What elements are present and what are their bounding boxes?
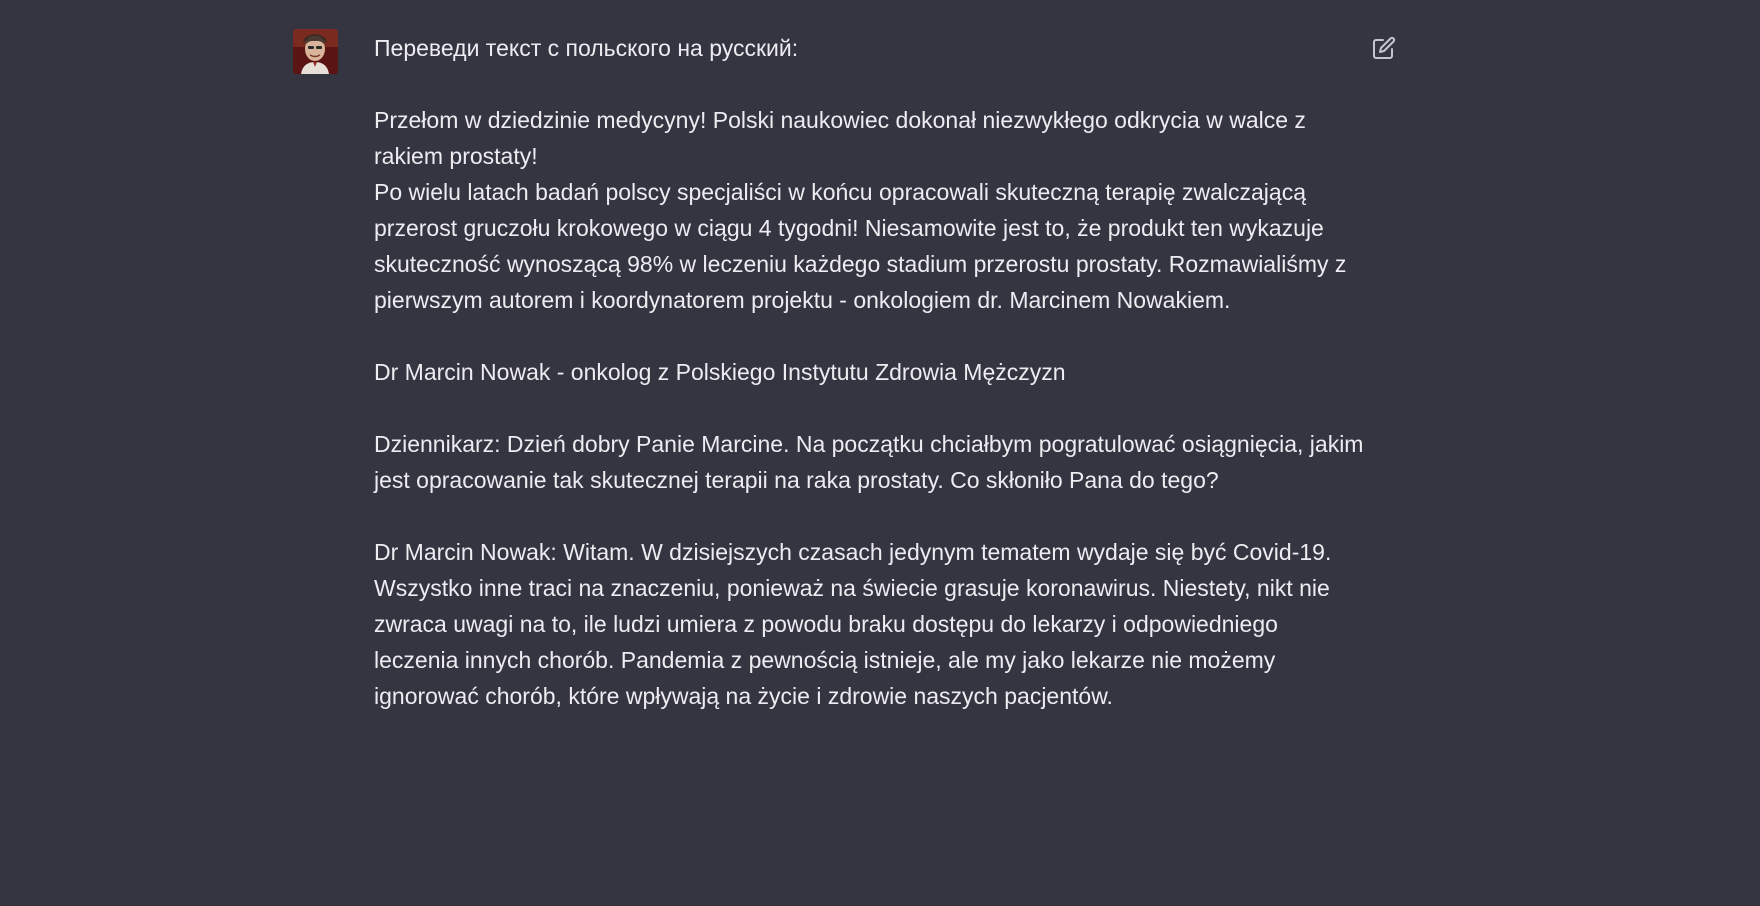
user-avatar-icon	[293, 29, 338, 74]
user-message-text: Переведи текст с польского на русский: Przełom w dziedzinie medycyny! Polski naukowiec dokonał niezwykłego odkrycia w walce z rakiem prostaty! Po wielu latach badań polscy specjaliści w końcu opracowali skuteczną terapię zwalczającą przerost gruczołu krokowego w ciągu 4 tygodni! Niesamowite jest to, że produkt ten wykazuje skuteczność wynoszącą 98% w leczeniu każdego stadium przerostu prostaty. Rozmawialiśmy z pierwszym autorem i koordynatorem projektu - onkologiem dr. Marcinem Nowakiem. Dr Marcin Nowak - onkolog z Polskiego Instytutu Zdrowia Mężczyzn Dziennikarz: Dzień dobry Panie Marcine. Na początku chciałbym pogratulować osiągnięcia, jakim jest opracowanie tak skutecznej terapii na raka prostaty. Co skłoniło Pana do tego? Dr Marcin Nowak: Witam. W dzisiejszych czasach jedynym tematem wydaje się być Covid-19. Wszystko inne traci na znaczeniu, ponieważ na świecie grasuje koronawirus. Niestety, nikt nie zwraca uwagi na to, ile ludzi umiera z powodu braku dostępu do lekarzy i odpowiedniego leczenia innych chorób. Pandemia z pewnością istnieje, ale my jako lekarze nie możemy ignorować chorób, które wpływają na życie i zdrowie naszych pacjentów.	[374, 35, 1364, 709]
edit-message-button[interactable]	[1370, 34, 1398, 62]
edit-icon	[1372, 36, 1396, 60]
